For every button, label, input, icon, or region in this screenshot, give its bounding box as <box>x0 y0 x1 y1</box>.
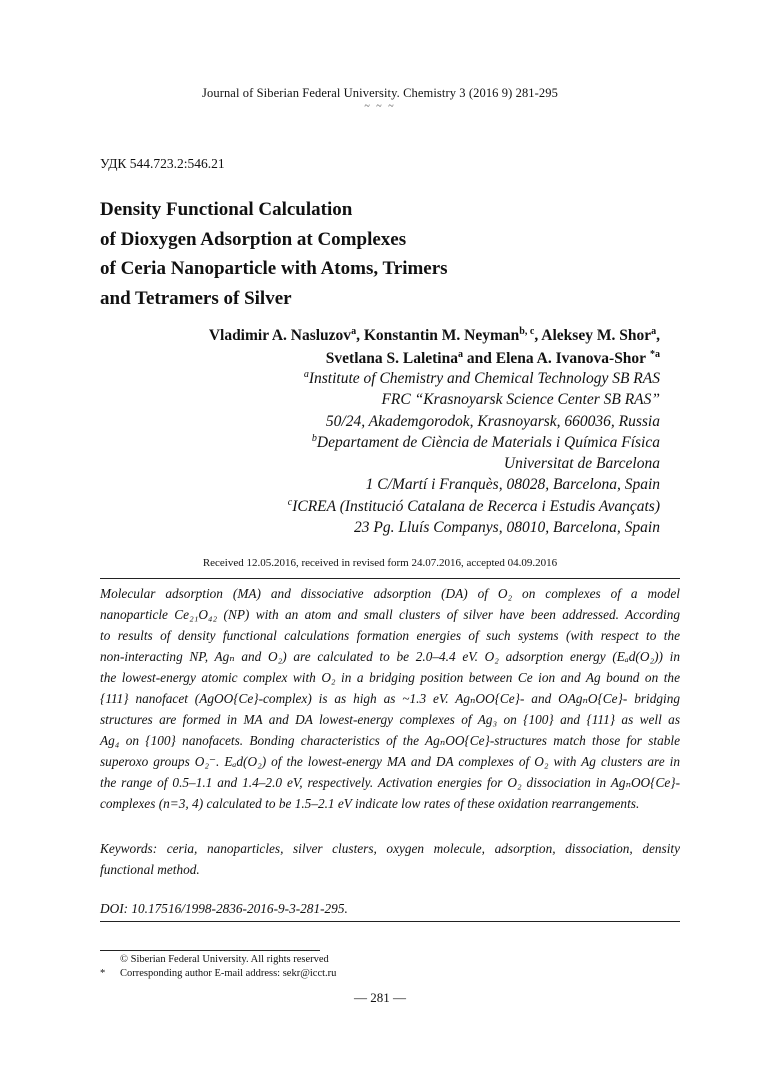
affiliation-line: FRC “Krasnoyarsk Science Center SB RAS” <box>381 391 660 409</box>
affiliation-line <box>80 368 660 389</box>
title-line: and Tetramers of Silver <box>100 287 292 309</box>
page-number: — 281 — <box>354 990 406 1005</box>
footnote-copyright <box>100 953 336 967</box>
paper-title <box>100 195 660 313</box>
title-line: Density Functional Calculation <box>100 199 353 220</box>
affiliation-sup: c <box>287 496 293 508</box>
title-line: of Dioxygen Adsorption at Complexes <box>100 228 407 250</box>
affiliation-sup: a <box>303 368 309 380</box>
doi: DOI: 10.17516/1998-2836-2016-9-3-281-295. <box>100 901 348 916</box>
abstract-bottom-rule <box>100 921 680 922</box>
abstract-line: structures are formed in MA and DA lowest-energy complexes of Ag₃ on {100} and {111} as well as <box>100 712 680 727</box>
received-dates: Received 12.05.2016, received in revised form 24.07.2016, accepted 04.09.2016 <box>202 557 558 569</box>
author-affil-sup: a <box>651 325 657 337</box>
keywords-line: Keywords: ceria, nanoparticles, silver clusters, oxygen molecule, adsorption, dissociation, density <box>100 841 680 856</box>
author-affil-sup: *a <box>649 348 660 360</box>
abstract <box>100 583 680 814</box>
abstract-line: nanoparticle Ce₂₁O₄₂ (NP) with an atom and small clusters of silver have been addressed. According <box>100 607 680 622</box>
author-list <box>80 325 660 370</box>
affiliation-line <box>80 432 660 453</box>
affiliation-line <box>80 496 660 517</box>
affiliation-text: Departament de Ciència de Materials i Química Física <box>316 433 660 451</box>
abstract-line: complexes (n=3, 4) calculated to be 1.5–2.1 eV indicate low rates of these oxidation rearrangements. <box>100 796 640 811</box>
footnote-text: © Siberian Federal University. All rights reserved <box>120 954 329 965</box>
title-line: of Ceria Nanoparticle with Atoms, Trimers <box>100 258 448 279</box>
footnote-text: Corresponding author E-mail address: sekr@icct.ru <box>120 968 337 979</box>
footnote-mark <box>100 953 120 967</box>
affiliation-text: ICREA (Institució Catalana de Recerca i Estudis Avançats) <box>292 497 660 515</box>
keywords-line: functional method. <box>100 862 200 877</box>
footnote-rule <box>100 950 320 951</box>
author-line <box>80 325 660 348</box>
author-name: Aleksey M. Shor <box>541 327 652 344</box>
affiliation-line: 50/24, Akademgorodok, Krasnoyarsk, 660036, Russia <box>325 412 660 430</box>
abstract-line: {111} nanofacet (AgOO{Ce}-complex) is as high as ~1.3 eV. AgₙOO{Ce}- and OAgₙO{Ce}- bridging <box>100 691 680 706</box>
author-affil-sup: b, c <box>519 325 535 337</box>
footnote-corresponding <box>100 967 336 981</box>
footnote-mark: * <box>100 968 106 979</box>
abstract-top-rule <box>100 578 680 579</box>
author-name: Vladimir A. Nasluzov <box>208 327 352 344</box>
affiliation-line: Universitat de Barcelona <box>503 455 660 473</box>
author-name: Svetlana S. Laletina <box>325 349 458 367</box>
abstract-line: non-interacting NP, Agₙ and O₂) are calculated to be 2.0–4.4 eV. O₂ adsorption energy (Eₐd(O₂)) in <box>100 649 680 664</box>
author-separator: , <box>356 327 360 344</box>
abstract-line: Molecular adsorption (MA) and dissociative adsorption (DA) of O₂ on complexes of a model <box>100 586 680 601</box>
author-affil-sup: a <box>351 325 357 337</box>
author-name: Konstantin M. Neyman <box>363 327 520 344</box>
abstract-line: the range of 0.5–1.1 and 1.4–2.0 eV, respectively. Activation energies for O₂ dissociation in AgₙOO{Ce}- <box>100 775 680 790</box>
keywords <box>100 838 680 880</box>
affiliations <box>80 368 660 538</box>
affiliation-line: 23 Pg. Lluís Companys, 08010, Barcelona, Spain <box>354 519 660 537</box>
author-name: Elena A. Ivanova-Shor <box>495 349 647 367</box>
abstract-line: the lowest-energy atomic complex with O₂ in a bridging position between Ce ion and Ag bound on the <box>100 670 680 685</box>
author-affil-sup: a <box>457 348 464 360</box>
journal-header: Journal of Siberian Federal University. Chemistry 3 (2016 9) 281-295 <box>202 86 558 100</box>
author-line <box>80 348 660 371</box>
author-separator: , <box>656 327 660 344</box>
author-separator: , <box>534 327 539 344</box>
affiliation-text: Institute of Chemistry and Chemical Technology SB RAS <box>308 370 660 387</box>
author-separator: and <box>466 349 492 367</box>
udk-code: УДК 544.723.2:546.21 <box>100 156 225 171</box>
header-ornament: ~ ~ ~ <box>364 101 396 112</box>
affiliation-line: 1 C/Martí i Franquès, 08028, Barcelona, Spain <box>365 476 660 494</box>
footnotes <box>100 953 336 981</box>
abstract-line: Ag₄ on {100} nanofacets. Bonding characteristics of the AgₙOO{Ce}-structures match those for stable <box>100 733 680 748</box>
abstract-line: superoxo groups O₂⁻. Eₐd(O₂) of the lowest-energy MA and DA complexes of O₂ with Ag clusters are in <box>100 754 680 769</box>
affiliation-sup: b <box>311 432 317 444</box>
abstract-line: to results of density functional calculations formation energies of such systems (with respect to the <box>100 628 680 643</box>
